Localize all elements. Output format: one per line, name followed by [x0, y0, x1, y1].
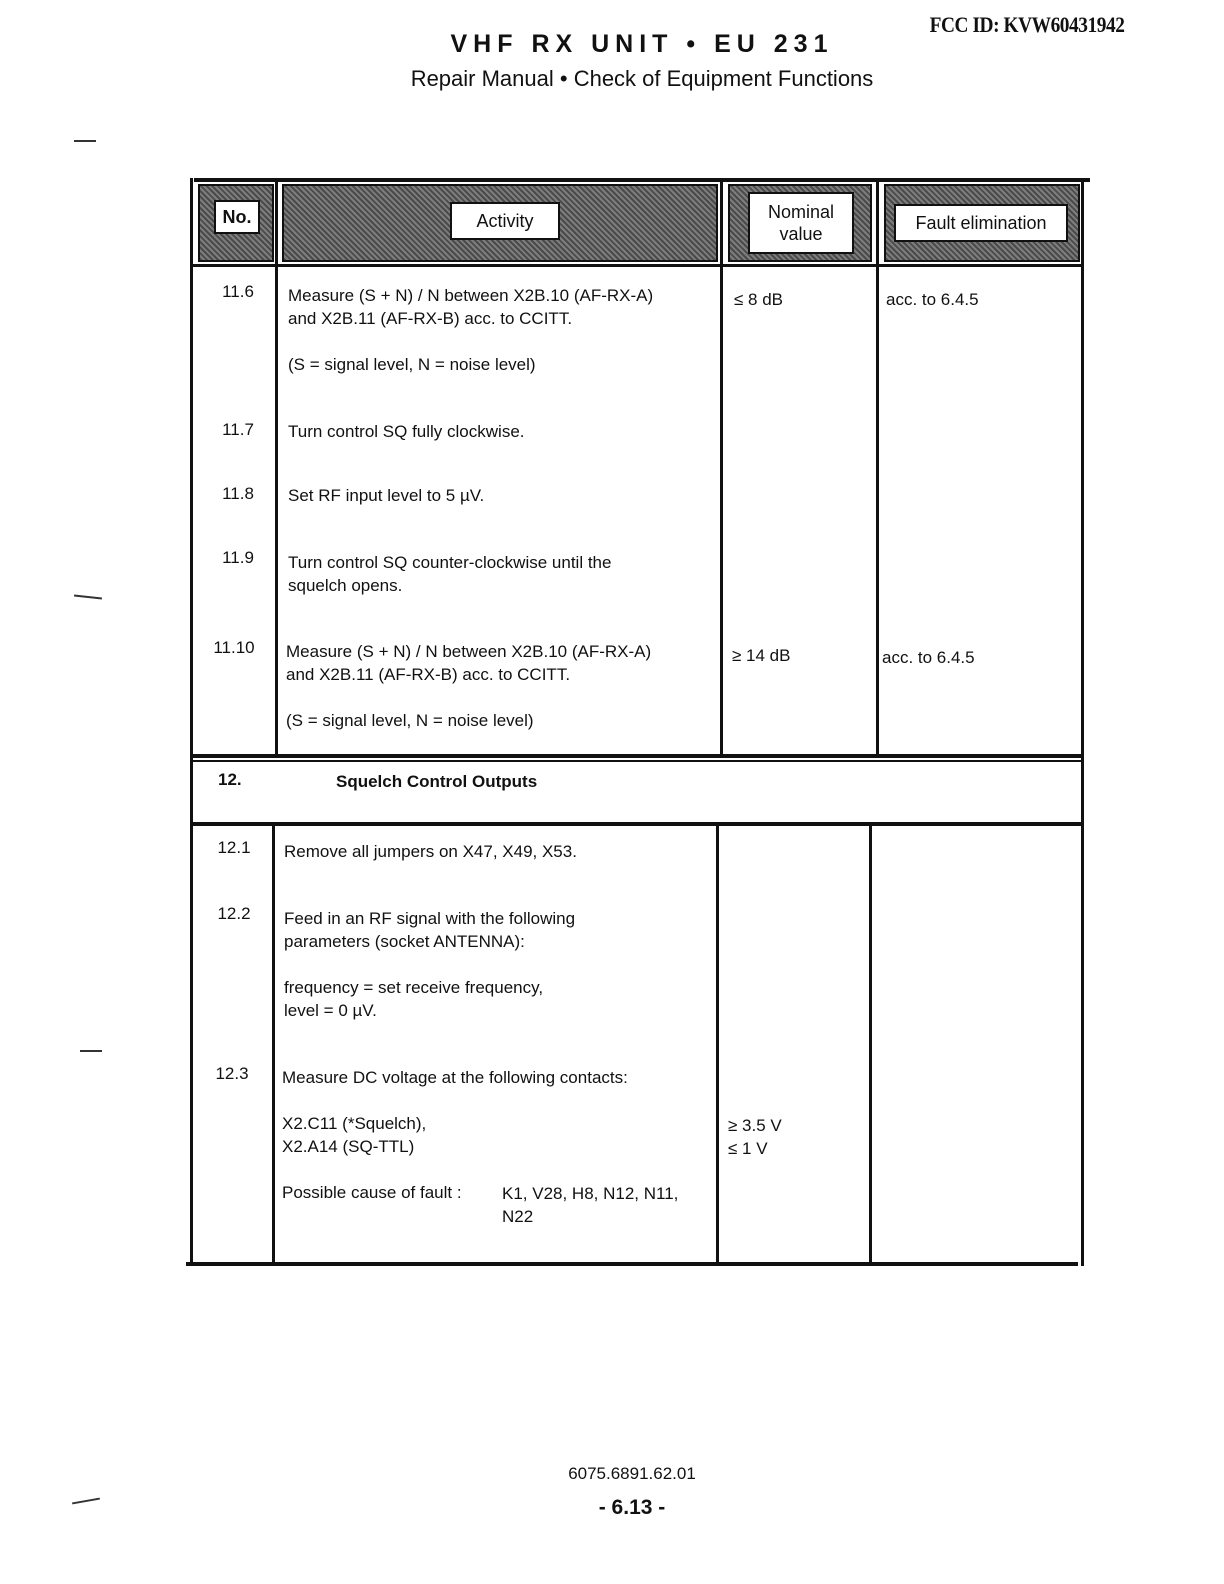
table-border-top [194, 178, 1090, 182]
table-border-right [1081, 178, 1084, 1266]
header-bottom-line [192, 264, 1084, 267]
row-11-10-fault: acc. to 6.4.5 [882, 648, 975, 667]
row-12-2-activity-line2: parameters (socket ANTENNA): [284, 932, 525, 951]
row-12-3-cause-line2: N22 [502, 1207, 534, 1226]
column-header-fault: Fault elimination [894, 204, 1068, 242]
col-sep-nominal-lower [869, 824, 872, 1264]
row-number-11-8: 11.8 [222, 484, 254, 503]
section-bottom-line [190, 822, 1084, 826]
scan-mark [74, 595, 102, 600]
section-number-12: 12. [218, 770, 242, 789]
row-number-12-1: 12.1 [217, 838, 251, 857]
row-12-2-activity-line3: frequency = set receive frequency, [284, 978, 544, 997]
document-code: 6075.6891.62.01 [568, 1464, 696, 1483]
column-header-activity-label: Activity [476, 211, 534, 231]
row-number-12-3: 12.3 [215, 1064, 249, 1083]
section-top-line-2 [192, 760, 1084, 762]
row-12-3-nominal-2: ≤ 1 V [728, 1139, 768, 1158]
row-12-3-cause-label: Possible cause of fault : [282, 1183, 462, 1202]
column-header-nominal-line1: Nominal [767, 202, 835, 222]
column-header-nominal-line2: value [779, 224, 823, 244]
col-sep-activity-lower [716, 824, 719, 1264]
col-sep-no-lower [272, 824, 275, 1264]
row-11-9-activity-line2: squelch opens. [288, 576, 403, 595]
row-number-11-6: 11.6 [222, 282, 254, 301]
column-header-no: No. [214, 200, 260, 234]
column-header-nominal [748, 192, 854, 254]
fcc-id: FCC ID: KVW60431942 [929, 12, 1124, 37]
row-11-6-nominal: ≤ 8 dB [734, 290, 784, 309]
table-border-left [190, 178, 193, 1266]
row-12-2-activity-line1: Feed in an RF signal with the following [284, 909, 576, 928]
row-number-12-2: 12.2 [217, 904, 251, 923]
row-11-6-fault: acc. to 6.4.5 [886, 290, 979, 309]
procedure-table [186, 178, 1078, 1268]
scan-mark [74, 140, 96, 142]
row-12-3-activity-line1: Measure DC voltage at the following contacts: [282, 1068, 628, 1087]
section-title-12: Squelch Control Outputs [336, 772, 538, 791]
row-11-10-activity-line1: Measure (S + N) / N between X2B.10 (AF-RX-A) [286, 642, 652, 661]
row-12-3-activity-line2: X2.C11 (*Squelch), [282, 1114, 427, 1133]
row-12-3-cause-line1: K1, V28, H8, N12, N11, [502, 1184, 679, 1203]
row-11-6-activity-line1: Measure (S + N) / N between X2B.10 (AF-RX-A) [288, 286, 654, 305]
row-11-10-activity-line3: (S = signal level, N = noise level) [286, 711, 534, 730]
row-11-10-activity-line2: and X2B.11 (AF-RX-B) acc. to CCITT. [286, 665, 571, 684]
row-11-10-nominal: ≥ 14 dB [732, 646, 791, 665]
row-11-6-activity-line3: (S = signal level, N = noise level) [288, 355, 536, 374]
row-number-11-9: 11.9 [222, 548, 254, 567]
table-border-bottom [186, 1262, 1078, 1266]
section-top-line [192, 754, 1084, 758]
column-header-activity [450, 202, 560, 240]
page-title: VHF RX UNIT • EU 231 [450, 30, 834, 58]
scan-mark [80, 1050, 102, 1052]
row-11-8-activity-line1: Set RF input level to 5 µV. [288, 486, 485, 505]
row-11-9-activity-line1: Turn control SQ counter-clockwise until the [288, 553, 612, 572]
row-11-7-activity-line1: Turn control SQ fully clockwise. [288, 422, 525, 441]
row-12-3-activity-line3: X2.A14 (SQ-TTL) [282, 1137, 415, 1156]
page-subtitle: Repair Manual • Check of Equipment Functions [410, 66, 874, 91]
row-number-11-10: 11.10 [213, 638, 255, 657]
row-number-11-7: 11.7 [222, 420, 254, 439]
row-11-6-activity-line2: and X2B.11 (AF-RX-B) acc. to CCITT. [288, 309, 573, 328]
row-12-3-nominal-1: ≥ 3.5 V [728, 1116, 782, 1135]
row-12-2-activity-line4: level = 0 µV. [284, 1001, 377, 1020]
row-12-1-activity-line1: Remove all jumpers on X47, X49, X53. [284, 842, 577, 861]
page-number: - 6.13 - [598, 1496, 666, 1519]
